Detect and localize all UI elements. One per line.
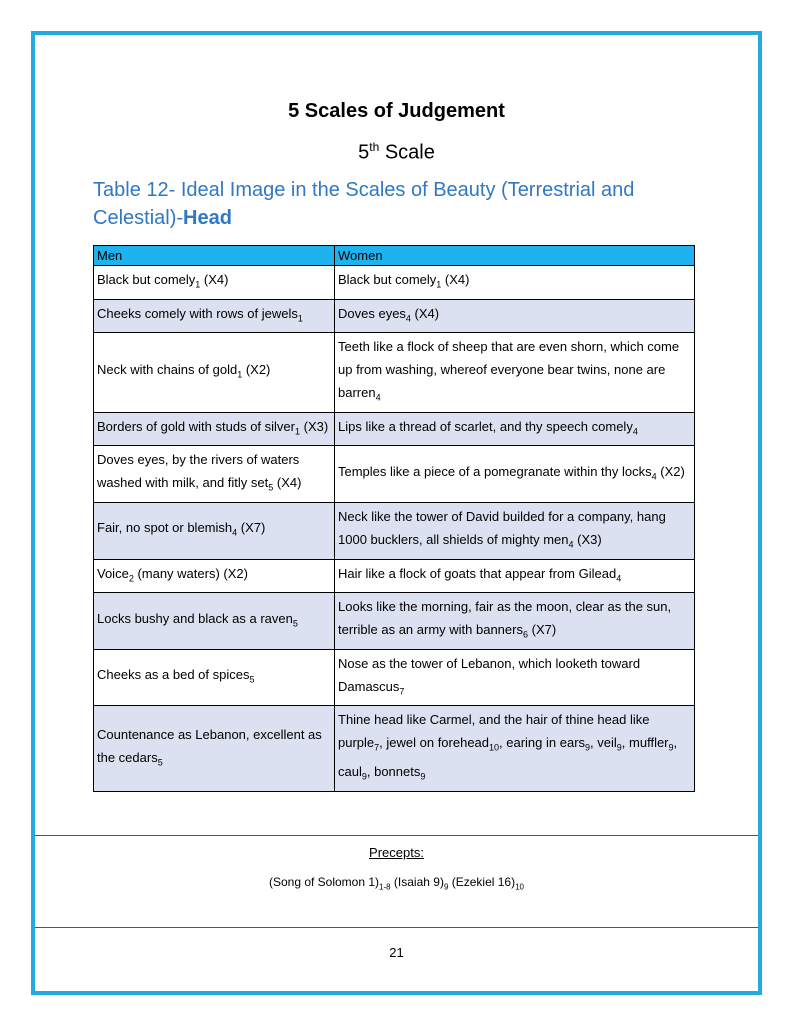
- women-cell-subscript: 4: [651, 471, 657, 482]
- women-cell-text: (X7): [528, 622, 557, 638]
- men-cell-text: Borders of gold with studs of silver: [97, 418, 295, 434]
- men-cell-subscript: 5: [249, 674, 255, 685]
- page-title: 5 Scales of Judgement: [288, 100, 505, 122]
- women-cell-text: Teeth like a flock of sheep that are even shorn, which come up from washing, whereof everyone bear twins, none are barren: [338, 339, 680, 401]
- women-cell: [335, 559, 695, 593]
- men-cell: [94, 593, 335, 650]
- table-row: [94, 446, 695, 503]
- men-cell-text: Countenance as Lebanon, excellent as the cedars: [97, 726, 322, 765]
- women-cell-text: Lips like a thread of scarlet, and thy speech comely: [338, 418, 633, 434]
- men-cell-text: (X7): [237, 520, 266, 536]
- scale-number: 5: [358, 141, 370, 164]
- men-cell: [94, 299, 335, 333]
- men-cell-subscript: 1: [294, 426, 300, 437]
- men-cell-subscript: 1: [195, 279, 201, 290]
- women-cell-subscript: 4: [568, 539, 574, 550]
- table-row: [94, 706, 695, 791]
- women-cell-text: Doves eyes: [338, 305, 406, 321]
- men-cell: [94, 706, 335, 791]
- precepts-subscript: 9: [443, 882, 449, 892]
- women-cell-text: , earing in ears: [499, 735, 586, 751]
- table-row: [94, 559, 695, 593]
- men-cell-subscript: 5: [268, 482, 274, 493]
- women-cell: [335, 502, 695, 559]
- women-cell-subscript: 1: [436, 279, 442, 290]
- table-header-row: [94, 246, 695, 266]
- table-row: [94, 299, 695, 333]
- women-cell: [335, 333, 695, 413]
- precepts-text: (Isaiah 9): [390, 875, 444, 889]
- men-cell-text: Cheeks as a bed of spices: [97, 667, 250, 683]
- women-cell-subscript: 6: [522, 629, 528, 640]
- men-cell-text: Neck with chains of gold: [97, 362, 238, 378]
- men-cell-text: (X3): [300, 418, 329, 434]
- women-cell: [335, 446, 695, 503]
- women-cell-subscript: 9: [668, 742, 674, 753]
- table-row: [94, 412, 695, 446]
- table-body: [94, 266, 695, 792]
- women-cell-subscript: 9: [361, 771, 367, 782]
- scale-subtitle: [35, 140, 758, 165]
- men-cell: [94, 446, 335, 503]
- men-cell-text: Locks bushy and black as a raven: [97, 610, 293, 626]
- men-cell-text: Voice: [97, 565, 129, 581]
- men-cell-text: (many waters) (X2): [133, 565, 248, 581]
- table-caption: [93, 176, 713, 232]
- women-cell-subscript: 9: [420, 771, 426, 782]
- women-cell-text: , jewel on forehead: [379, 735, 490, 751]
- women-cell-text: , bonnets: [366, 763, 421, 779]
- caption-text: Table 12- Ideal Image in the Scales of Beauty (Terrestrial and Celestial)-: [93, 179, 635, 229]
- women-cell-subscript: 4: [632, 426, 638, 437]
- women-cell-text: Looks like the morning, fair as the moon, clear as the sun, terrible as an army with banners: [338, 599, 672, 638]
- men-cell-subscript: 4: [232, 528, 238, 539]
- women-cell-text: (X3): [573, 531, 602, 547]
- women-cell-text: (X4): [410, 305, 440, 321]
- women-cell-subscript: 4: [405, 313, 411, 324]
- page-number: 21: [389, 945, 404, 960]
- women-cell: [335, 412, 695, 446]
- scale-ordinal: th: [369, 140, 380, 154]
- women-cell-subscript: 10: [489, 742, 500, 753]
- men-cell-subscript: 1: [297, 313, 303, 324]
- table-row: [94, 649, 695, 706]
- table-row: [94, 266, 695, 300]
- women-cell-text: Black but comely: [338, 272, 437, 287]
- men-cell: [94, 559, 335, 593]
- women-cell-text: Neck like the tower of David builded for a company, hang 1000 bucklers, all shields of mighty men: [338, 508, 666, 547]
- women-cell: [335, 649, 695, 706]
- precepts-text: (Ezekiel 16): [448, 875, 516, 889]
- men-cell-text: (X4): [273, 475, 302, 491]
- precepts-label: Precepts:: [369, 845, 424, 860]
- women-cell-text: Hair like a flock of goats that appear from Gilead: [338, 565, 617, 581]
- men-cell-subscript: 5: [157, 757, 163, 768]
- women-cell-text: Thine head like Carmel, and the hair of thine head like purple: [338, 712, 650, 751]
- men-cell-text: (X2): [242, 362, 271, 378]
- men-cell-subscript: 1: [237, 369, 243, 380]
- women-cell-subscript: 7: [374, 742, 380, 753]
- men-cell-text: Doves eyes, by the rivers of waters washed with milk, and fitly set: [97, 452, 300, 491]
- women-cell-subscript: 9: [585, 742, 591, 753]
- women-cell-subscript: 4: [616, 573, 622, 584]
- women-cell: [335, 266, 695, 300]
- men-cell-text: Cheeks comely with rows of jewels: [97, 305, 298, 321]
- men-cell-text: Fair, no spot or blemish: [97, 520, 233, 536]
- footer-divider-top: [35, 835, 758, 836]
- scale-word: Scale: [379, 141, 435, 164]
- women-cell: [335, 299, 695, 333]
- women-cell-subscript: 4: [375, 392, 381, 403]
- women-cell: [335, 593, 695, 650]
- women-cell-text: Temples like a piece of a pomegranate within thy locks: [338, 463, 652, 479]
- precepts-text: (Song of Solomon 1): [268, 875, 380, 889]
- footer-divider-bottom: [35, 927, 758, 928]
- men-cell: [94, 333, 335, 413]
- women-cell-text: (X2): [656, 463, 685, 479]
- table-row: [94, 593, 695, 650]
- beauty-table: [93, 245, 695, 792]
- caption-bold: Head: [183, 207, 232, 229]
- women-cell: [335, 706, 695, 791]
- women-cell-text: , veil: [590, 735, 617, 751]
- precepts-subscript: 1-8: [379, 882, 391, 892]
- table-row: [94, 333, 695, 413]
- table-row: [94, 502, 695, 559]
- men-cell: [94, 649, 335, 706]
- women-cell-subscript: 7: [399, 686, 405, 697]
- women-cell-text: , caul: [338, 735, 678, 779]
- header-men: Men: [94, 246, 335, 266]
- men-cell: [94, 412, 335, 446]
- men-cell: [94, 502, 335, 559]
- women-cell-text: , muffler: [621, 735, 669, 751]
- men-cell-text: (X4): [200, 272, 229, 287]
- women-cell-text: (X4): [441, 272, 470, 287]
- women-cell-subscript: 9: [616, 742, 622, 753]
- header-women: Women: [335, 246, 695, 266]
- precepts-text: [35, 875, 758, 891]
- women-cell-text: Nose as the tower of Lebanon, which looketh toward Damascus: [338, 655, 641, 694]
- page-frame: [31, 31, 762, 995]
- men-cell-subscript: 2: [128, 573, 134, 584]
- men-cell-text: Black but comely: [97, 272, 196, 287]
- men-cell: [94, 266, 335, 300]
- men-cell-subscript: 5: [292, 618, 298, 629]
- precepts-subscript: 10: [515, 882, 525, 892]
